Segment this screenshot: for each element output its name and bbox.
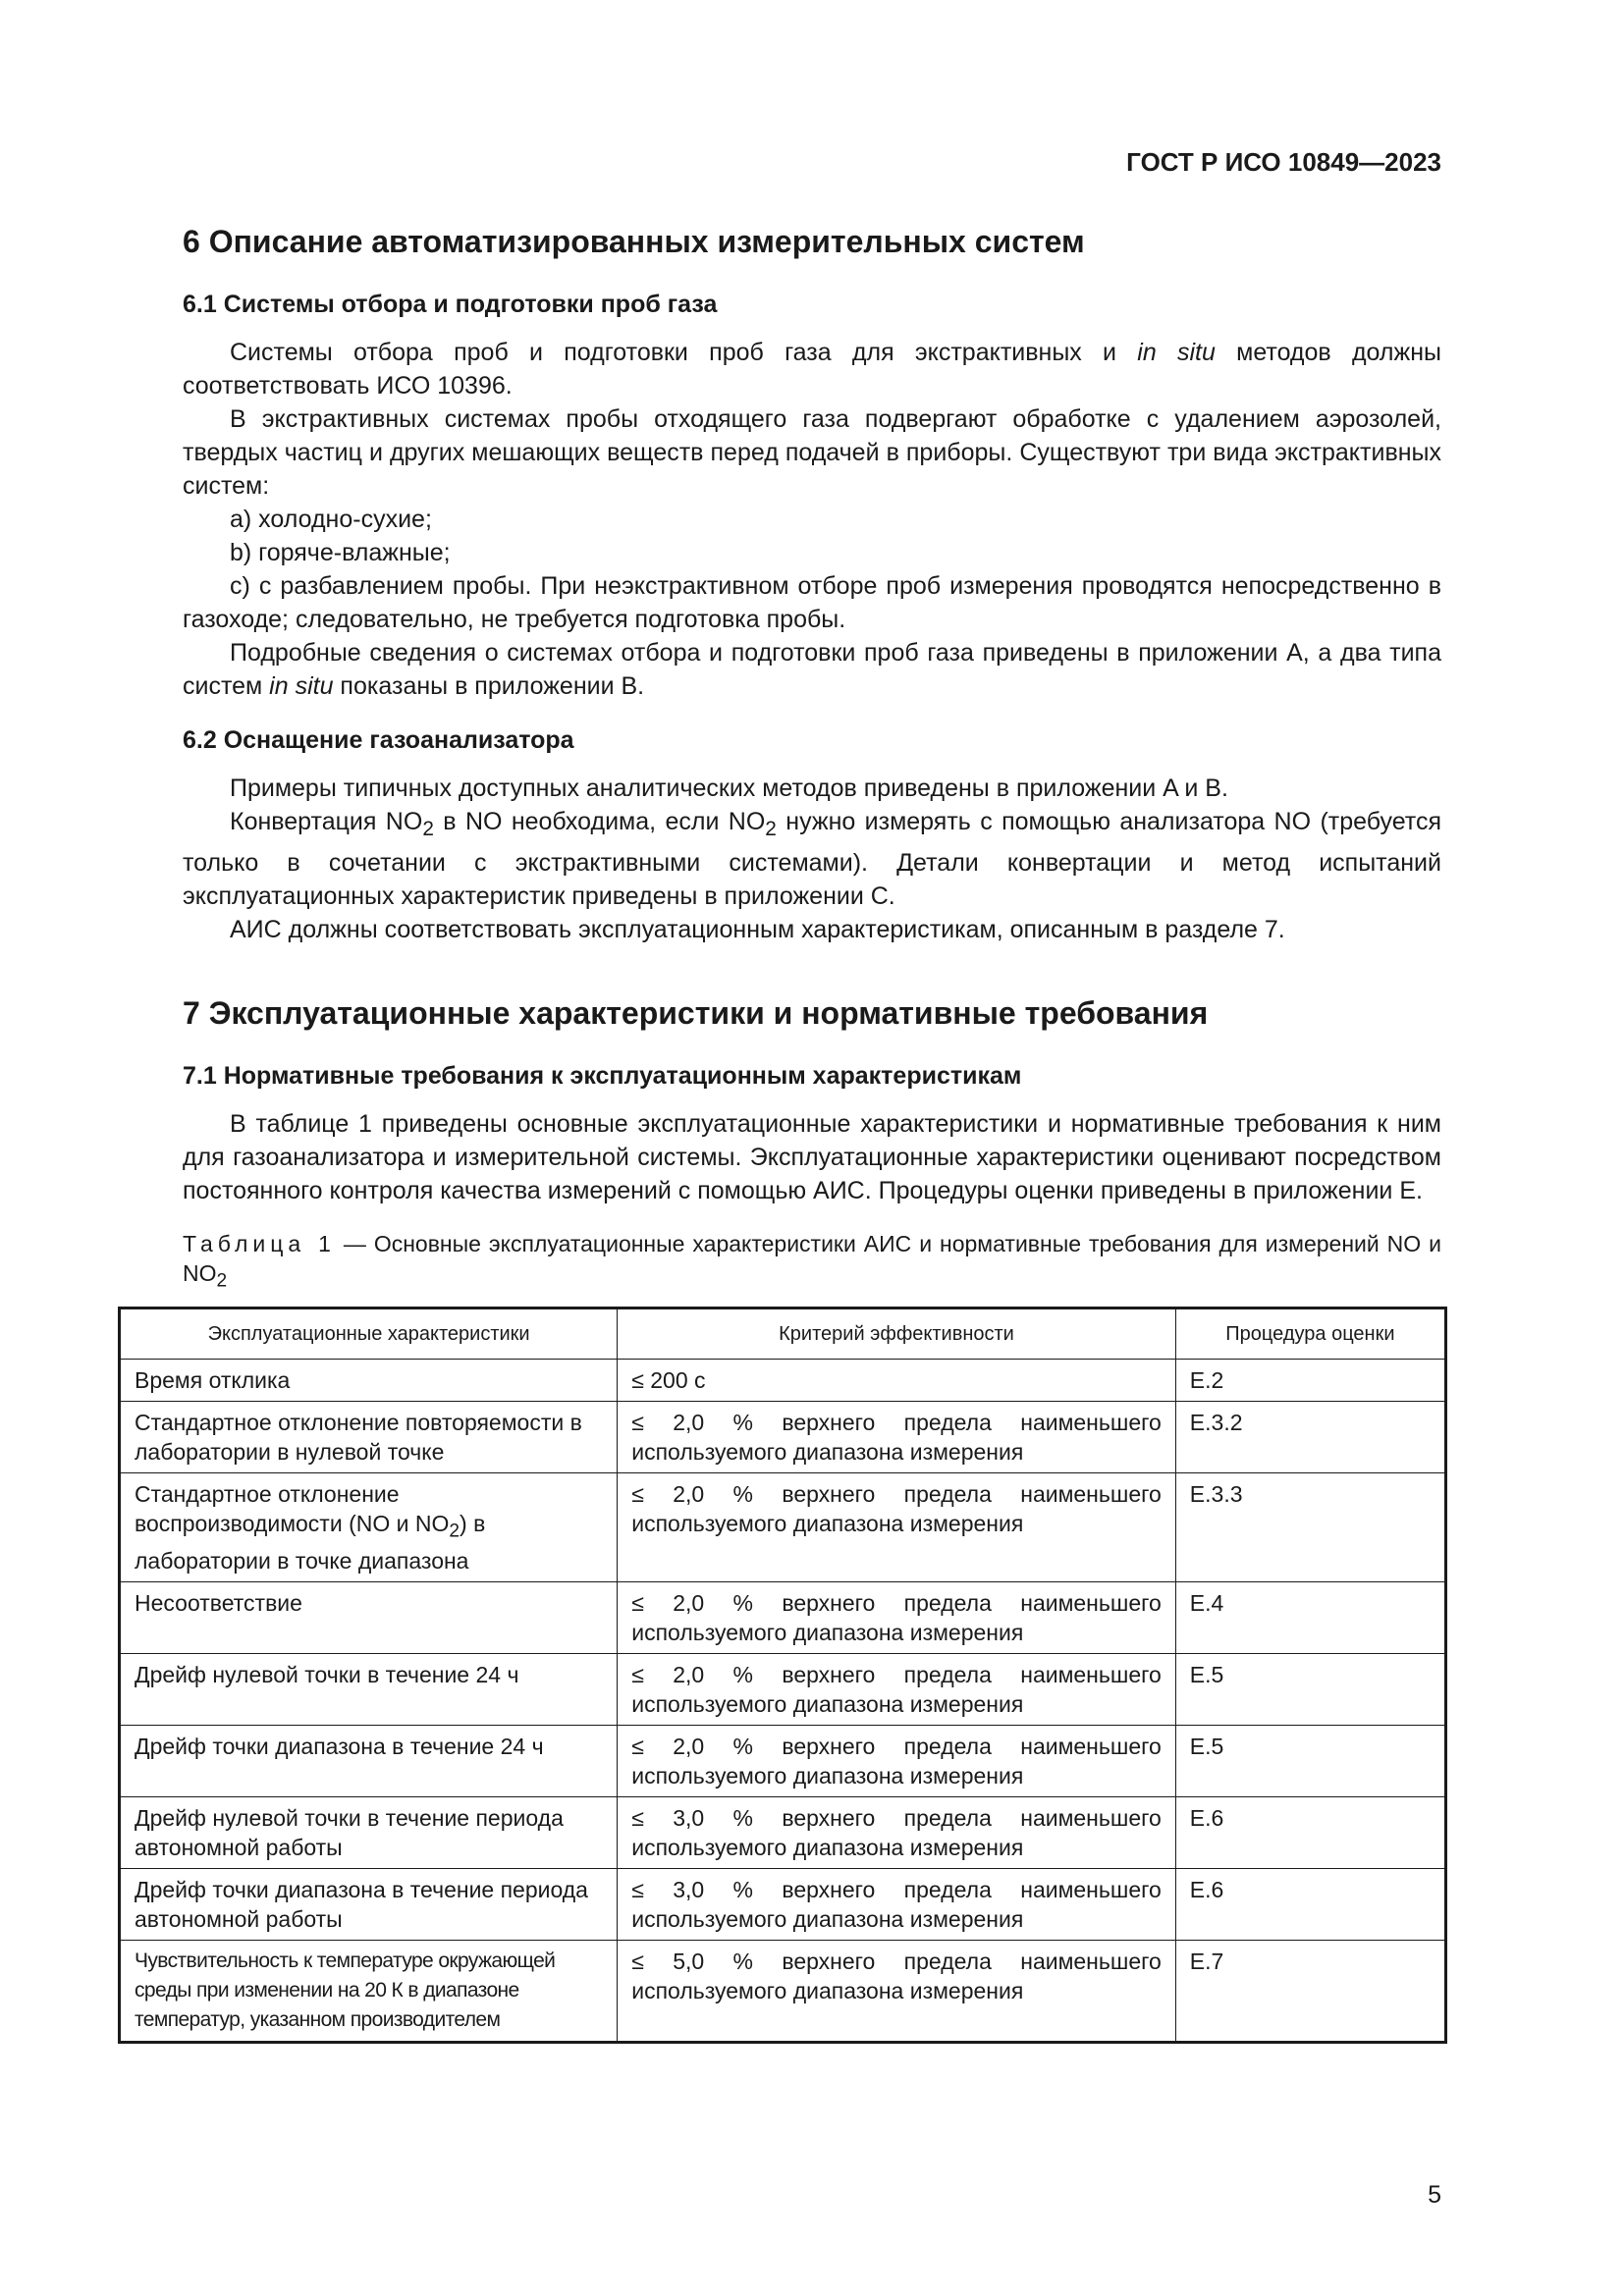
header-procedure: Процедура оценки [1175,1308,1445,1359]
table-row [120,1726,1446,1797]
paragraph: Подробные сведения о системах отбора и подготовки проб газа приведены в приложении A, а два типа систем in situ показаны в приложении B. [183,639,1441,700]
cell-procedure: E.3.2 [1175,1401,1445,1472]
cell-characteristic: Стандартное отклонение повторяемости в лаборатории в нулевой точке [120,1401,618,1472]
cell-characteristic: Чувствительность к температуре окружающей среды при изменении на 20 К в диапазоне температур, указанном производителем [120,1941,618,2043]
cell-criterion: ≤ 2,0 % верхнего предела наименьшего используемого диапазона измерения [618,1726,1176,1797]
subsection-7-1-body [183,1107,1441,1207]
table-header-row [120,1308,1446,1359]
cell-criterion: ≤ 3,0 % верхнего предела наименьшего используемого диапазона измерения [618,1797,1176,1869]
subsection-7-1-title: 7.1 Нормативные требования к эксплуатационным характеристикам [183,1062,1022,1090]
cell-criterion: ≤ 200 с [618,1359,1176,1401]
header-characteristics: Эксплуатационные характеристики [120,1308,618,1359]
cell-criterion: ≤ 3,0 % верхнего предела наименьшего используемого диапазона измерения [618,1869,1176,1941]
cell-procedure: E.3.3 [1175,1472,1445,1582]
list-item-b: b) горяче-влажные; [230,539,451,566]
cell-characteristic: Стандартное отклонение воспроизводимости (NO и $NO_2$) в лаборатории в точке диапазона [120,1472,618,1582]
cell-criterion: ≤ 2,0 % верхнего предела наименьшего используемого диапазона измерения [618,1582,1176,1654]
table-row [120,1401,1446,1472]
table-row [120,1654,1446,1726]
document-code: ГОСТ Р ИСО 10849—2023 [1126,147,1441,177]
paragraph: Примеры типичных доступных аналитических методов приведены в приложении A и B. [230,774,1228,802]
table-row [120,1582,1446,1654]
page-number: 5 [1428,2181,1441,2209]
paragraph: В экстрактивных системах пробы отходящего газа подвергают обработке с удалением аэрозолей, твердых частиц и других мешающих веществ перед подачей в приборы. Существуют три вида экстрактивных систем: [183,405,1441,500]
cell-procedure: E.6 [1175,1869,1445,1941]
cell-characteristic: Дрейф точки диапазона в течение 24 ч [120,1726,618,1797]
cell-characteristic: Время отклика [120,1359,618,1401]
cell-procedure: E.6 [1175,1797,1445,1869]
subsection-6-2-title: 6.2 Оснащение газоанализатора [183,726,574,754]
list-item-a: a) холодно-сухие; [230,506,432,533]
section-7-title: 7 Эксплуатационные характеристики и нормативные требования [183,995,1209,1031]
cell-procedure: E.7 [1175,1941,1445,2043]
table-row [120,1869,1446,1941]
section-6-title: 6 Описание автоматизированных измерительных систем [183,224,1085,259]
table-caption: Таблица 1 — Основные эксплуатационные характеристики АИС и нормативные требования для измерений NO и $NO_2$ [183,1231,1441,1292]
subsection-6-2-body [183,772,1441,946]
table-row [120,1472,1446,1582]
page-content [135,222,1442,2044]
table-row [120,1941,1446,2043]
cell-procedure: E.2 [1175,1359,1445,1401]
paragraph: Конвертация $NO_2$ в NO необходима, если $NO_2$ нужно измерять с помощью анализатора NO (требуется только в сочетании с экстрактивными системами). Детали конвертации и метод испытаний эксплуатационных характеристик приведены в приложении C. [183,808,1442,910]
table-row [120,1797,1446,1869]
cell-criterion: ≤ 2,0 % верхнего предела наименьшего используемого диапазона измерения [618,1654,1176,1726]
cell-characteristic: Дрейф нулевой точки в течение периода автономной работы [120,1797,618,1869]
paragraph: АИС должны соответствовать эксплуатационным характеристикам, описанным в разделе 7. [230,916,1285,943]
cell-criterion: ≤ 5,0 % верхнего предела наименьшего используемого диапазона измерения [618,1941,1176,2043]
list-item-c: c) с разбавлением пробы. При неэкстрактивном отборе проб измерения проводятся непосредственно в газоходе; следовательно, не требуется подготовка пробы. [183,572,1441,633]
cell-characteristic: Несоответствие [120,1582,618,1654]
paragraph: Системы отбора проб и подготовки проб газа для экстрактивных и in situ методов должны соответствовать ИСО 10396. [183,339,1441,400]
cell-criterion: ≤ 2,0 % верхнего предела наименьшего используемого диапазона измерения [618,1401,1176,1472]
subsection-6-1-body [183,336,1441,703]
paragraph: В таблице 1 приведены основные эксплуатационные характеристики и нормативные требования к ним для газоанализатора и измерительной системы. Эксплуатационные характеристики оценивают посредством постоянного контроля качества измерений с помощью АИС. Процедуры оценки приведены в приложении E. [183,1110,1441,1204]
performance-table [118,1307,1447,2045]
cell-characteristic: Дрейф точки диапазона в течение периода автономной работы [120,1869,618,1941]
subsection-6-1-title: 6.1 Системы отбора и подготовки проб газа [183,291,718,318]
cell-criterion: ≤ 2,0 % верхнего предела наименьшего используемого диапазона измерения [618,1472,1176,1582]
table-row [120,1359,1446,1401]
cell-procedure: E.4 [1175,1582,1445,1654]
cell-procedure: E.5 [1175,1726,1445,1797]
cell-characteristic: Дрейф нулевой точки в течение 24 ч [120,1654,618,1726]
cell-procedure: E.5 [1175,1654,1445,1726]
header-criterion: Критерий эффективности [618,1308,1176,1359]
